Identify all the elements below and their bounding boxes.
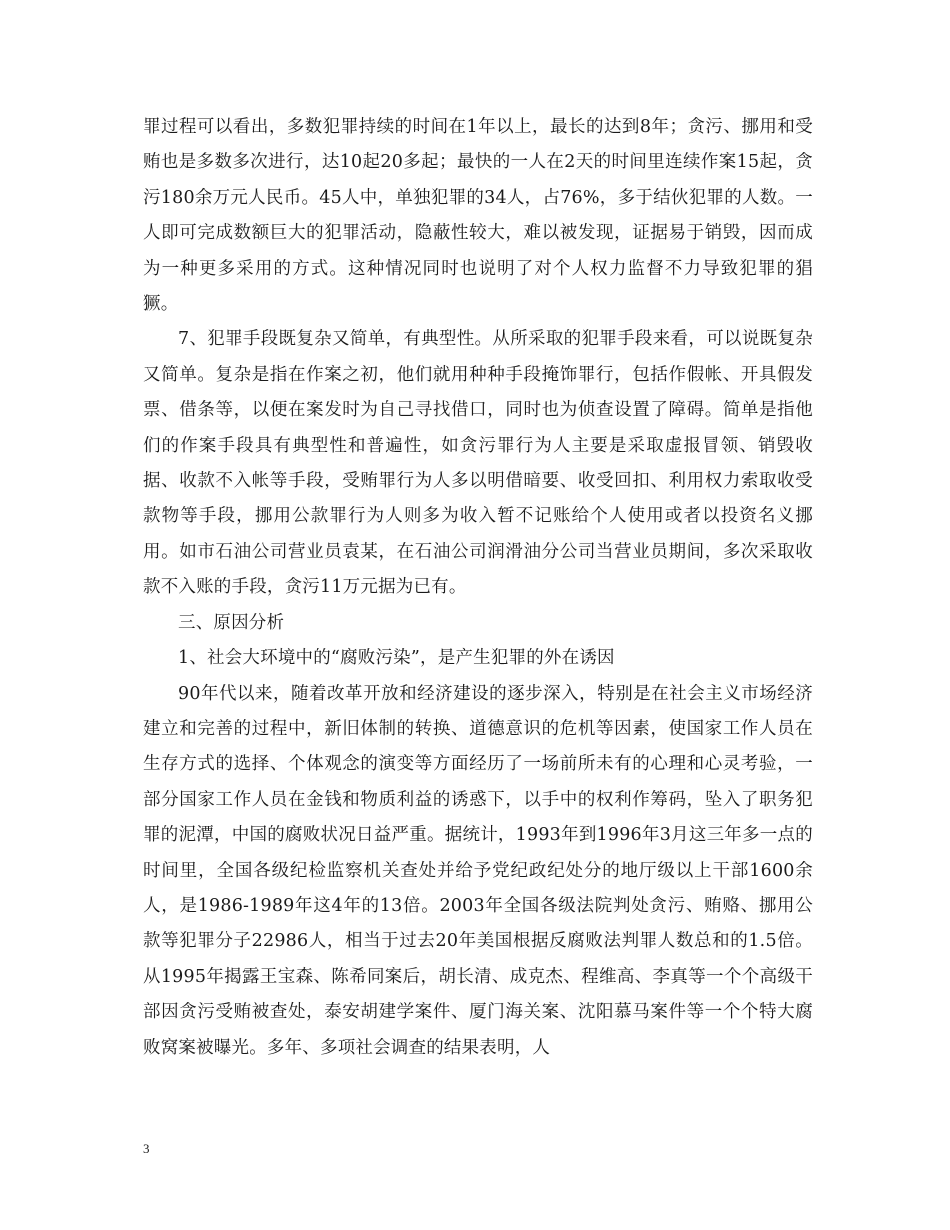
paragraph-crime-duration: 罪过程可以看出，多数犯罪持续的时间在1年以上，最长的达到8年；贪污、挪用和受贿也是多数多次进行，达10起20多起；最快的一人在2天的时间里连续作案15起，贪污180余万元人民币。45人中，单独犯罪的34人，占76%，多于结伙犯罪的人数。一人即可完成数额巨大的犯罪活动，隐蔽性较大，难以被发现，证据易于销毁，因而成为一种更多采用的方式。这种情况同时也说明了对个人权力监督不力导致犯罪的猖獗。 (143, 117, 813, 315)
document-body (143, 110, 813, 1066)
paragraph-corruption-statistics: 90年代以来，随着改革开放和经济建设的逐步深入，特别是在社会主义市场经济建立和完善的过程中，新旧体制的转换、道德意识的危机等因素，使国家工作人员在生存方式的选择、个体观念的演变等方面经历了一场前所未有的心理和心灵考验，一部分国家工作人员在金钱和物质利益的诱惑下，以手中的权利作筹码，坠入了职务犯罪的泥潭，中国的腐败状况日益严重。据统计，1993年到1996年3月这三年多一点的时间里，全国各级纪检监察机关查处并给予党纪政纪处分的地厅级以上干部1600余人，是1986-1989年这4年的13倍。2003年全国各级法院判处贪污、贿赂、挪用公款等犯罪分子22986人，相当于过去20年美国根据反腐败法判罪人数总和的1.5倍。从1995年揭露王宝森、陈希同案后，胡长清、成克杰、程维高、李真等一个个高级干部因贪污受贿被查处，泰安胡建学案件、厦门海关案、沈阳慕马案件等一个个特大腐败窝案被曝光。多年、多项社会调查的结果表明，人 (143, 683, 813, 1058)
subheading-social-environment: 1、社会大环境中的“腐败污染”，是产生犯罪的外在诱因 (178, 648, 615, 669)
page-number: 3 (143, 1141, 150, 1156)
paragraph-crime-methods: 7、犯罪手段既复杂又简单，有典型性。从所采取的犯罪手段来看，可以说既复杂又简单。复杂是指在作案之初，他们就用种种手段掩饰罪行，包括作假帐、开具假发票、借条等，以便在案发时为自己寻找借口，同时也为侦查设置了障碍。简单是指他们的作案手段具有典型性和普遍性，如贪污罪行为人主要是采取虚报冒领、销毁收据、收款不入帐等手段，受贿罪行为人多以明借暗要、收受回扣、利用权力索取收受款物等手段，挪用公款罪行为人则多为收入暂不记账给个人使用或者以投资名义挪用。如市石油公司营业员袁某，在石油公司润滑油分公司当营业员期间，多次采取收款不入账的手段，贪污11万元据为已有。 (143, 329, 813, 598)
section-heading-cause-analysis: 三、原因分析 (178, 612, 285, 633)
